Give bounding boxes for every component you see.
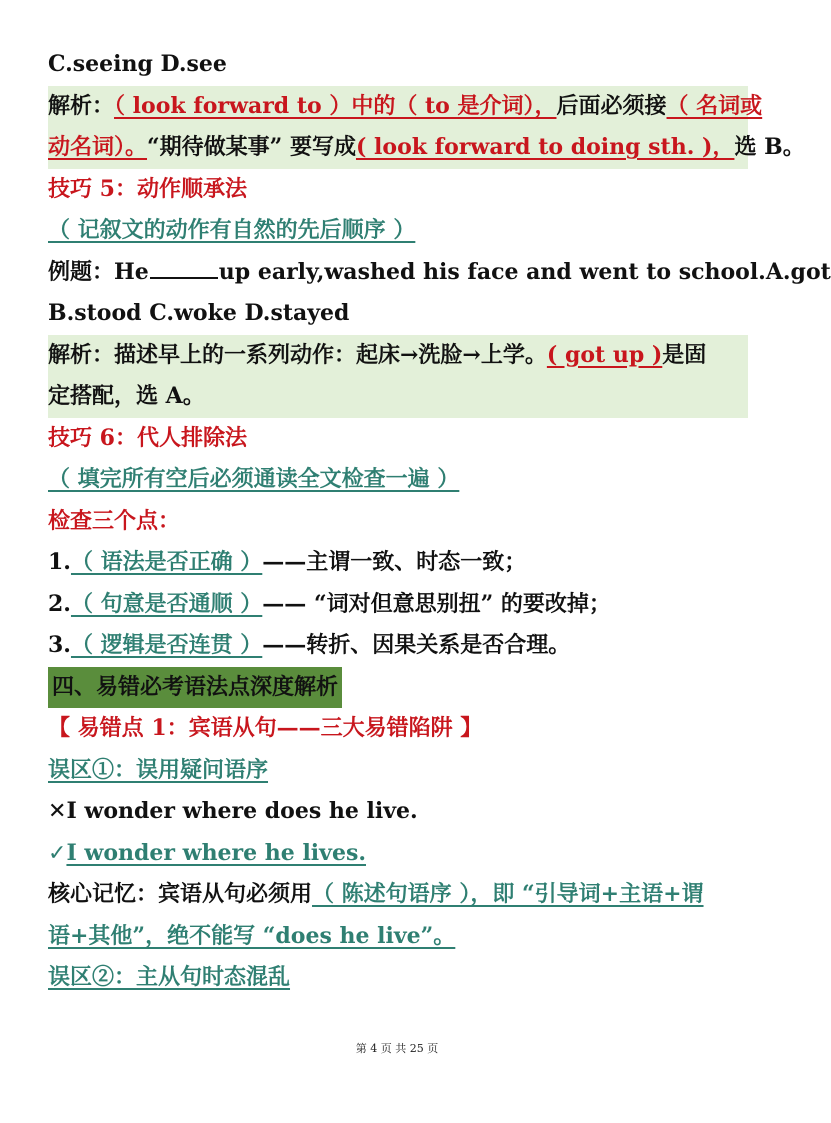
cross-icon: ✕ [48, 799, 67, 824]
option-line [48, 44, 748, 86]
pitfall-line [48, 750, 748, 792]
example-line [48, 252, 831, 294]
page-footer [0, 1040, 794, 1056]
analysis-text: 定搭配，选 A。 [48, 383, 205, 409]
tip-heading [48, 418, 748, 460]
document-page [48, 44, 831, 999]
checkpoint-item [48, 584, 748, 626]
item-number: 1. [48, 549, 71, 575]
analysis-label: 解析： [48, 92, 115, 119]
memory-key: （ 陈述句语序 ），即 “引导词+主语+谓 [312, 881, 704, 907]
right-example [48, 833, 748, 875]
analysis-text: “期待做某事” 要写成 [147, 134, 356, 160]
checkpoints-heading-text: 检查三个点： [48, 507, 181, 534]
checkpoint-key: （ 语法是否正确 ） [70, 549, 263, 575]
checkpoint-item [48, 625, 748, 667]
checkpoints-heading [48, 501, 748, 543]
error-point-heading [48, 708, 748, 750]
answer-phrase: （ look forward to ）中的（ to 是介词）， [114, 92, 557, 119]
analysis-line [48, 86, 763, 128]
answer-phrase: （ 名词或 [666, 92, 763, 119]
analysis-block-2 [48, 335, 748, 418]
page-number: 第 4 页 共 25 页 [355, 1042, 439, 1055]
pitfall-title: 误区②：主从句时态混乱 [48, 964, 291, 990]
example-text: up early,washed his face and went to school.A.got [218, 258, 831, 285]
options-text: B.stood C.woke D.stayed [48, 300, 350, 326]
checkpoint-detail: —— “词对但意思别扭” 的要改掉； [262, 590, 611, 617]
wrong-example [48, 791, 748, 833]
tip-note-line [48, 210, 748, 252]
right-sentence: I wonder where he lives. [66, 839, 366, 866]
checkpoint-key: （ 句意是否通顺 ） [70, 590, 263, 617]
checkpoint-item [48, 542, 748, 584]
analysis-line [48, 335, 748, 377]
tip-heading-text: 技巧 5：动作顺承法 [48, 175, 247, 202]
analysis-line [48, 127, 805, 169]
memory-text: 核心记忆：宾语从句必须用 [48, 881, 313, 907]
tip-note: （ 记叙文的动作有自然的先后顺序 ） [48, 217, 416, 243]
answer-phrase: ( look forward to doing sth. )， [355, 134, 735, 160]
analysis-block-1 [48, 86, 805, 169]
section-banner-line [48, 667, 748, 709]
checkpoint-key: （ 逻辑是否连贯 ） [70, 632, 263, 658]
memory-line [48, 916, 748, 958]
memory-key: 语+其他”，绝不能写 “does he live”。 [48, 922, 456, 949]
item-number: 3. [48, 632, 71, 658]
analysis-text: 后面必须接 [556, 92, 667, 119]
pitfall-line [48, 957, 748, 999]
tip-note-line [48, 459, 748, 501]
item-number: 2. [48, 590, 71, 617]
checkpoint-detail: ——主谓一致、时态一致； [262, 549, 527, 575]
example-text: 例题：He [48, 258, 149, 285]
analysis-text: 选 B。 [734, 134, 805, 160]
checkpoint-detail: ——转折、因果关系是否合理。 [262, 632, 571, 658]
option-line [48, 293, 748, 335]
memory-line [48, 874, 748, 916]
section-banner: 四、易错必考语法点深度解析 [48, 667, 342, 709]
error-point-title: 【 易错点 1：宾语从句——三大易错陷阱 】 [48, 715, 483, 741]
wrong-sentence: I wonder where does he live. [66, 798, 418, 824]
fill-blank [150, 257, 218, 279]
answer-phrase: 动名词）。 [48, 134, 148, 160]
analysis-line [48, 376, 748, 418]
tip-heading-text: 技巧 6：代人排除法 [48, 424, 247, 451]
pitfall-title: 误区①：误用疑问语序 [48, 756, 269, 783]
tip-note: （ 填完所有空后必须通读全文检查一遍 ） [48, 466, 460, 492]
options-text: C.seeing D.see [48, 51, 227, 77]
analysis-text: 解析：描述早上的一系列动作：起床→洗脸→上学。 [48, 341, 547, 368]
analysis-text: 是固 [662, 341, 707, 368]
check-icon: ✓ [48, 840, 67, 866]
answer-phrase: ( got up ) [546, 341, 663, 368]
tip-heading [48, 169, 748, 211]
